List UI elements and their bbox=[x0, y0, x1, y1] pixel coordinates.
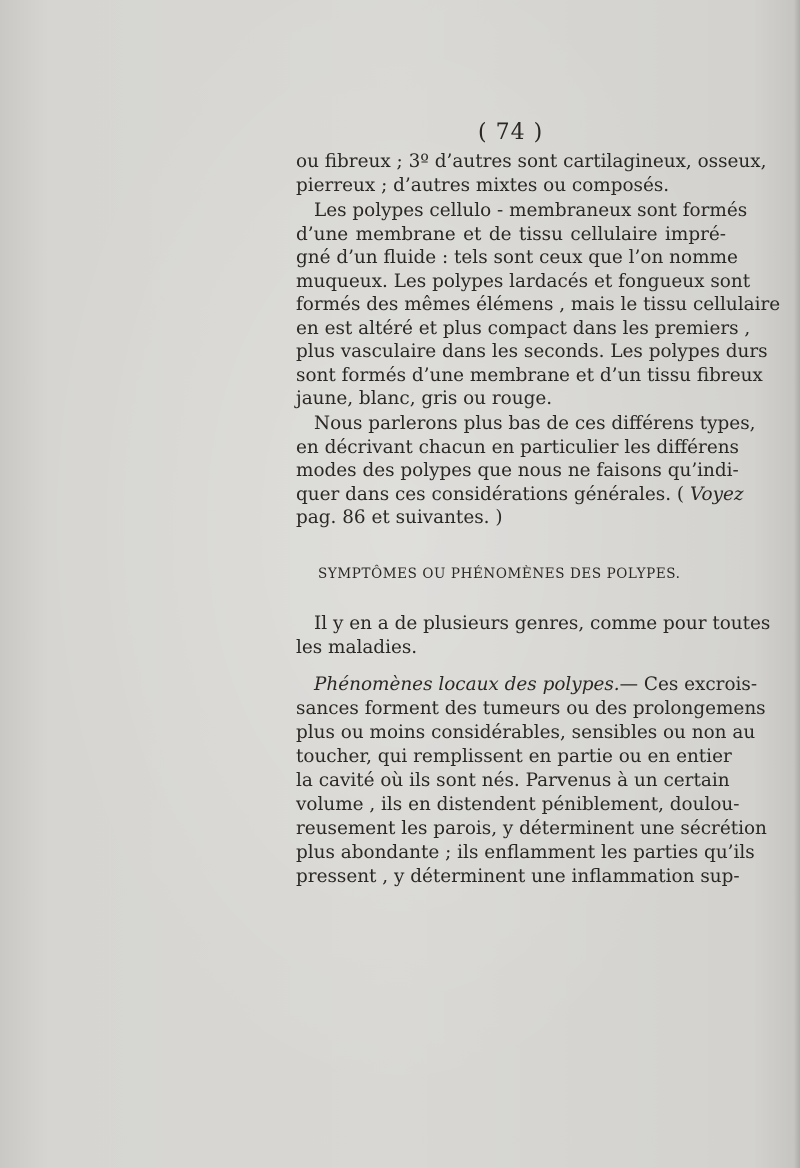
text-line: plus vasculaire dans les seconds. Les polypes durs bbox=[296, 341, 768, 362]
text-line: plus ou moins considérables, sensibles ou non au bbox=[296, 722, 756, 743]
text-line: la cavité où ils sont nés. Parvenus à un certain bbox=[296, 770, 730, 791]
text-line: gné d’un fluide : tels sont ceux que l’on nomme bbox=[296, 247, 738, 268]
italic-word: Voyez bbox=[689, 483, 744, 505]
text-line bbox=[296, 483, 744, 507]
text-line: ou fibreux ; 3º d’autres sont cartilagineux, osseux, bbox=[296, 151, 767, 172]
page-edge-shadow bbox=[794, 0, 800, 1168]
text-line bbox=[296, 673, 758, 697]
text-fragment: — Ces excrois- bbox=[619, 674, 758, 695]
italic-lead: Phénomènes locaux des polypes. bbox=[314, 674, 620, 695]
text-line: pierreux ; d’autres mixtes ou composés. bbox=[296, 175, 670, 196]
text-line: les maladies. bbox=[296, 637, 418, 658]
text-line: formés des mêmes élémens , mais le tissu cellulaire bbox=[296, 294, 781, 315]
text-line: Il y en a de plusieurs genres, comme pour toutes bbox=[314, 613, 771, 634]
page-number: ( 74 ) bbox=[478, 120, 544, 145]
text-line: pressent , y déterminent une inflammation sup- bbox=[296, 866, 740, 887]
section-heading: SYMPTÔMES OU PHÉNOMÈNES DES POLYPES. bbox=[318, 566, 681, 582]
text-line: sances forment des tumeurs ou des prolongemens bbox=[296, 698, 766, 719]
text-line: jaune, blanc, gris ou rouge. bbox=[296, 388, 553, 409]
text-line: muqueux. Les polypes lardacés et fongueux sont bbox=[296, 270, 751, 292]
text-line: en est altéré et plus compact dans les premiers , bbox=[296, 317, 751, 339]
text-line: plus abondante ; ils enflamment les parties qu’ils bbox=[296, 842, 755, 863]
text-line: sont formés d’une membrane et d’un tissu fibreux bbox=[296, 364, 763, 386]
text-line: en décrivant chacun en particulier les différens bbox=[296, 436, 739, 458]
text-line: Nous parlerons plus bas de ces différens types, bbox=[314, 413, 756, 434]
text-line: toucher, qui remplissent en partie ou en entier bbox=[296, 746, 732, 767]
text-fragment: quer dans ces considérations générales. ( bbox=[296, 483, 690, 505]
text-line: volume , ils en distendent péniblement, doulou- bbox=[296, 794, 740, 815]
text-line: modes des polypes que nous ne faisons qu’indi- bbox=[296, 460, 739, 481]
text-line: Les polypes cellulo - membraneux sont formés bbox=[314, 200, 748, 221]
text-line: pag. 86 et suivantes. ) bbox=[296, 507, 503, 528]
text-line: reusement les parois, y déterminent une sécrétion bbox=[296, 818, 767, 839]
text-line: d’une membrane et de tissu cellulaire impré- bbox=[296, 223, 726, 245]
